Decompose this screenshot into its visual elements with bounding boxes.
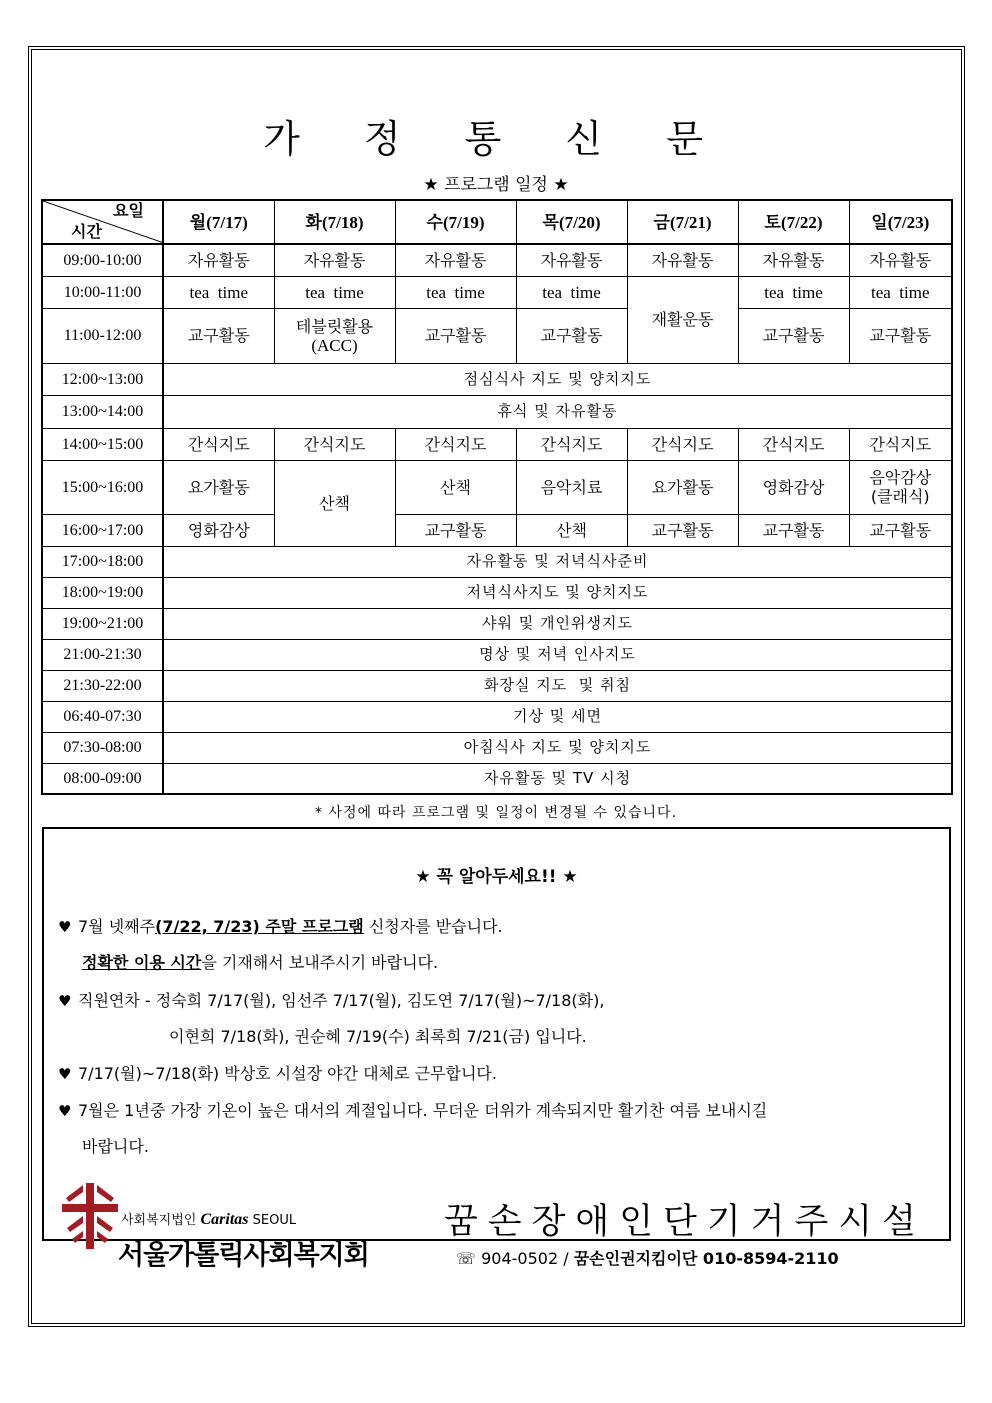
schedule-row <box>42 670 952 701</box>
activity-cell: 자유활동 <box>627 244 738 276</box>
day-header: 금(7/21) <box>627 200 738 244</box>
activity-cell: 교구활동 <box>738 308 849 363</box>
activity-cell: 교구활동 <box>627 514 738 546</box>
activity-cell: 교구활동 <box>849 514 952 546</box>
logo-org-name: 서울가톨릭사회복지회 <box>118 1240 369 1271</box>
activity-span-cell: 휴식 및 자유활동 <box>163 395 952 428</box>
heart-icon: ♥ <box>58 992 72 1010</box>
schedule-row <box>42 546 952 577</box>
activity-span-cell: 점심식사 지도 및 양치지도 <box>163 363 952 395</box>
time-cell: 10:00-11:00 <box>42 276 163 308</box>
schedule-row <box>42 577 952 608</box>
day-header: 목(7/20) <box>516 200 627 244</box>
activity-cell: 교구활동 <box>163 308 274 363</box>
activity-line: 음악감상 <box>869 468 932 487</box>
time-cell: 19:00~21:00 <box>42 608 163 639</box>
schedule-row <box>42 244 952 276</box>
notice-text: 을 기재해서 보내주시기 바랍니다. <box>201 953 439 972</box>
logo-prefix: 사회복지법인 <box>121 1213 197 1228</box>
time-cell: 21:00-21:30 <box>42 639 163 670</box>
time-cell: 17:00~18:00 <box>42 546 163 577</box>
activity-cell: 음악치료 <box>516 460 627 514</box>
notice-text: 7월 넷째주 <box>78 917 156 936</box>
activity-cell: 산책 <box>516 514 627 546</box>
notice-line <box>58 988 604 1011</box>
activity-cell: 자유활동 <box>849 244 952 276</box>
activity-cell: tea time <box>274 276 395 308</box>
corner-day-label: 요일 <box>113 203 144 220</box>
activity-cell: 자유활동 <box>274 244 395 276</box>
schedule-row <box>42 395 952 428</box>
activity-cell: 간식지도 <box>849 428 952 460</box>
activity-span-cell: 샤워 및 개인위생지도 <box>163 608 952 639</box>
day-header: 월(7/17) <box>163 200 274 244</box>
activity-cell <box>849 460 952 514</box>
schedule-subtitle: ★ 프로그램 일정 ★ <box>423 175 569 195</box>
logo-brand: Caritas <box>200 1211 249 1228</box>
day-header: 일(7/23) <box>849 200 952 244</box>
activity-span-cell: 기상 및 세면 <box>163 701 952 732</box>
schedule-row <box>42 460 952 514</box>
activity-cell: 간식지도 <box>516 428 627 460</box>
heart-icon: ♥ <box>58 918 72 936</box>
activity-cell: tea time <box>849 276 952 308</box>
notice-text: 7/17(월)~7/18(화) 박상호 시설장 야간 대체로 근무합니다. <box>78 1064 497 1083</box>
activity-cell: 교구활동 <box>516 308 627 363</box>
activity-cell: 영화감상 <box>163 514 274 546</box>
logo-city: SEOUL <box>252 1213 297 1228</box>
schedule-row <box>42 428 952 460</box>
activity-cell: 자유활동 <box>738 244 849 276</box>
activity-cell: 산책 <box>395 460 516 514</box>
activity-cell: 간식지도 <box>163 428 274 460</box>
time-cell: 09:00-10:00 <box>42 244 163 276</box>
activity-cell: 교구활동 <box>849 308 952 363</box>
activity-cell: 간식지도 <box>627 428 738 460</box>
contact-org: 꿈손인권지킴이단 <box>573 1249 698 1268</box>
activity-cell: 간식지도 <box>274 428 395 460</box>
time-cell: 12:00~13:00 <box>42 363 163 395</box>
header-row <box>42 200 952 244</box>
notice-line <box>58 914 503 937</box>
activity-cell <box>274 308 395 363</box>
day-header: 토(7/22) <box>738 200 849 244</box>
activity-cell: 자유활동 <box>163 244 274 276</box>
activity-line: (ACC) <box>311 335 358 355</box>
activity-cell: 영화감상 <box>738 460 849 514</box>
schedule-footnote: * 사정에 따라 프로그램 및 일정이 변경될 수 있습니다. <box>314 805 678 821</box>
activity-span-cell: 자유활동 및 저녁식사준비 <box>163 546 952 577</box>
time-cell: 18:00~19:00 <box>42 577 163 608</box>
activity-cell: 교구활동 <box>395 308 516 363</box>
schedule-row <box>42 276 952 308</box>
notice-line <box>58 1061 497 1084</box>
corner-time-label: 시간 <box>71 224 102 241</box>
notice-line <box>82 950 438 973</box>
activity-span-cell: 자유활동 및 TV 시청 <box>163 763 952 794</box>
activity-line: 테블릿활용 <box>295 316 374 336</box>
schedule-row <box>42 363 952 395</box>
time-cell: 13:00~14:00 <box>42 395 163 428</box>
notice-line <box>169 1024 587 1047</box>
notice-title: ★ 꼭 알아두세요!! ★ <box>415 867 578 887</box>
day-header: 수(7/19) <box>395 200 516 244</box>
notice-line <box>58 1098 767 1121</box>
corner-cell <box>42 200 163 244</box>
time-cell: 11:00-12:00 <box>42 308 163 363</box>
activity-cell: 요가활동 <box>163 460 274 514</box>
logo-subtitle <box>121 1209 296 1229</box>
time-cell: 07:30-08:00 <box>42 732 163 763</box>
notice-highlight: (7/22, 7/23) 주말 프로그램 <box>155 917 364 936</box>
activity-cell: 요가활동 <box>627 460 738 514</box>
notice-text: 7월은 1년중 가장 기온이 높은 대서의 계절입니다. 무더운 더위가 계속되지만 활기찬 여름 보내시길 <box>78 1101 768 1120</box>
activity-span-cell: 저녁식사지도 및 양치지도 <box>163 577 952 608</box>
phone-icon: ☏ <box>456 1249 477 1268</box>
schedule-table <box>41 199 953 795</box>
schedule-row <box>42 608 952 639</box>
activity-cell: 간식지도 <box>738 428 849 460</box>
schedule-row <box>42 639 952 670</box>
heart-icon: ♥ <box>58 1065 72 1083</box>
activity-span-cell: 화장실 지도 및 취침 <box>163 670 952 701</box>
time-cell: 08:00-09:00 <box>42 763 163 794</box>
notice-box <box>42 827 951 1241</box>
time-cell: 14:00~15:00 <box>42 428 163 460</box>
notice-line <box>82 1134 149 1157</box>
activity-cell: 재활운동 <box>627 276 738 363</box>
activity-cell: 교구활동 <box>395 514 516 546</box>
schedule-row <box>42 701 952 732</box>
schedule-row <box>42 763 952 794</box>
notice-text: 바랍니다. <box>82 1137 149 1156</box>
contact-line <box>456 1246 839 1269</box>
activity-cell: 자유활동 <box>516 244 627 276</box>
activity-cell: 자유활동 <box>395 244 516 276</box>
notice-highlight: 정확한 이용 시간 <box>82 953 202 972</box>
activity-cell: tea time <box>395 276 516 308</box>
notice-text: 직원연차 - 정숙희 7/17(월), 임선주 7/17(월), 김도연 7/17(월)~7/18(화), <box>78 991 605 1010</box>
activity-cell: 산책 <box>274 460 395 546</box>
schedule-row <box>42 732 952 763</box>
mobile-number: 010-8594-2110 <box>697 1249 839 1268</box>
activity-cell: 간식지도 <box>395 428 516 460</box>
schedule-row <box>42 308 952 363</box>
heart-icon: ♥ <box>58 1102 72 1120</box>
notice-text: 신청자를 받습니다. <box>363 917 503 936</box>
caritas-cross-icon <box>62 1183 118 1249</box>
activity-span-cell: 명상 및 저녁 인사지도 <box>163 639 952 670</box>
day-header: 화(7/18) <box>274 200 395 244</box>
page-title: 가 정 통 신 문 <box>263 117 729 161</box>
time-cell: 16:00~17:00 <box>42 514 163 546</box>
activity-span-cell: 아침식사 지도 및 양치지도 <box>163 732 952 763</box>
activity-cell: tea time <box>516 276 627 308</box>
activity-line: (클래식) <box>870 487 930 506</box>
phone-number: 904-0502 / <box>476 1249 574 1268</box>
activity-cell: 교구활동 <box>738 514 849 546</box>
schedule-row <box>42 514 952 546</box>
time-cell: 06:40-07:30 <box>42 701 163 732</box>
activity-cell: tea time <box>163 276 274 308</box>
activity-cell: tea time <box>738 276 849 308</box>
time-cell: 21:30-22:00 <box>42 670 163 701</box>
time-cell: 15:00~16:00 <box>42 460 163 514</box>
diagonal-line <box>43 201 164 243</box>
facility-name: 꿈손장애인단기거주시설 <box>444 1202 926 1242</box>
notice-text: 이현희 7/18(화), 권순혜 7/19(수) 최록희 7/21(금) 입니다. <box>169 1027 587 1046</box>
